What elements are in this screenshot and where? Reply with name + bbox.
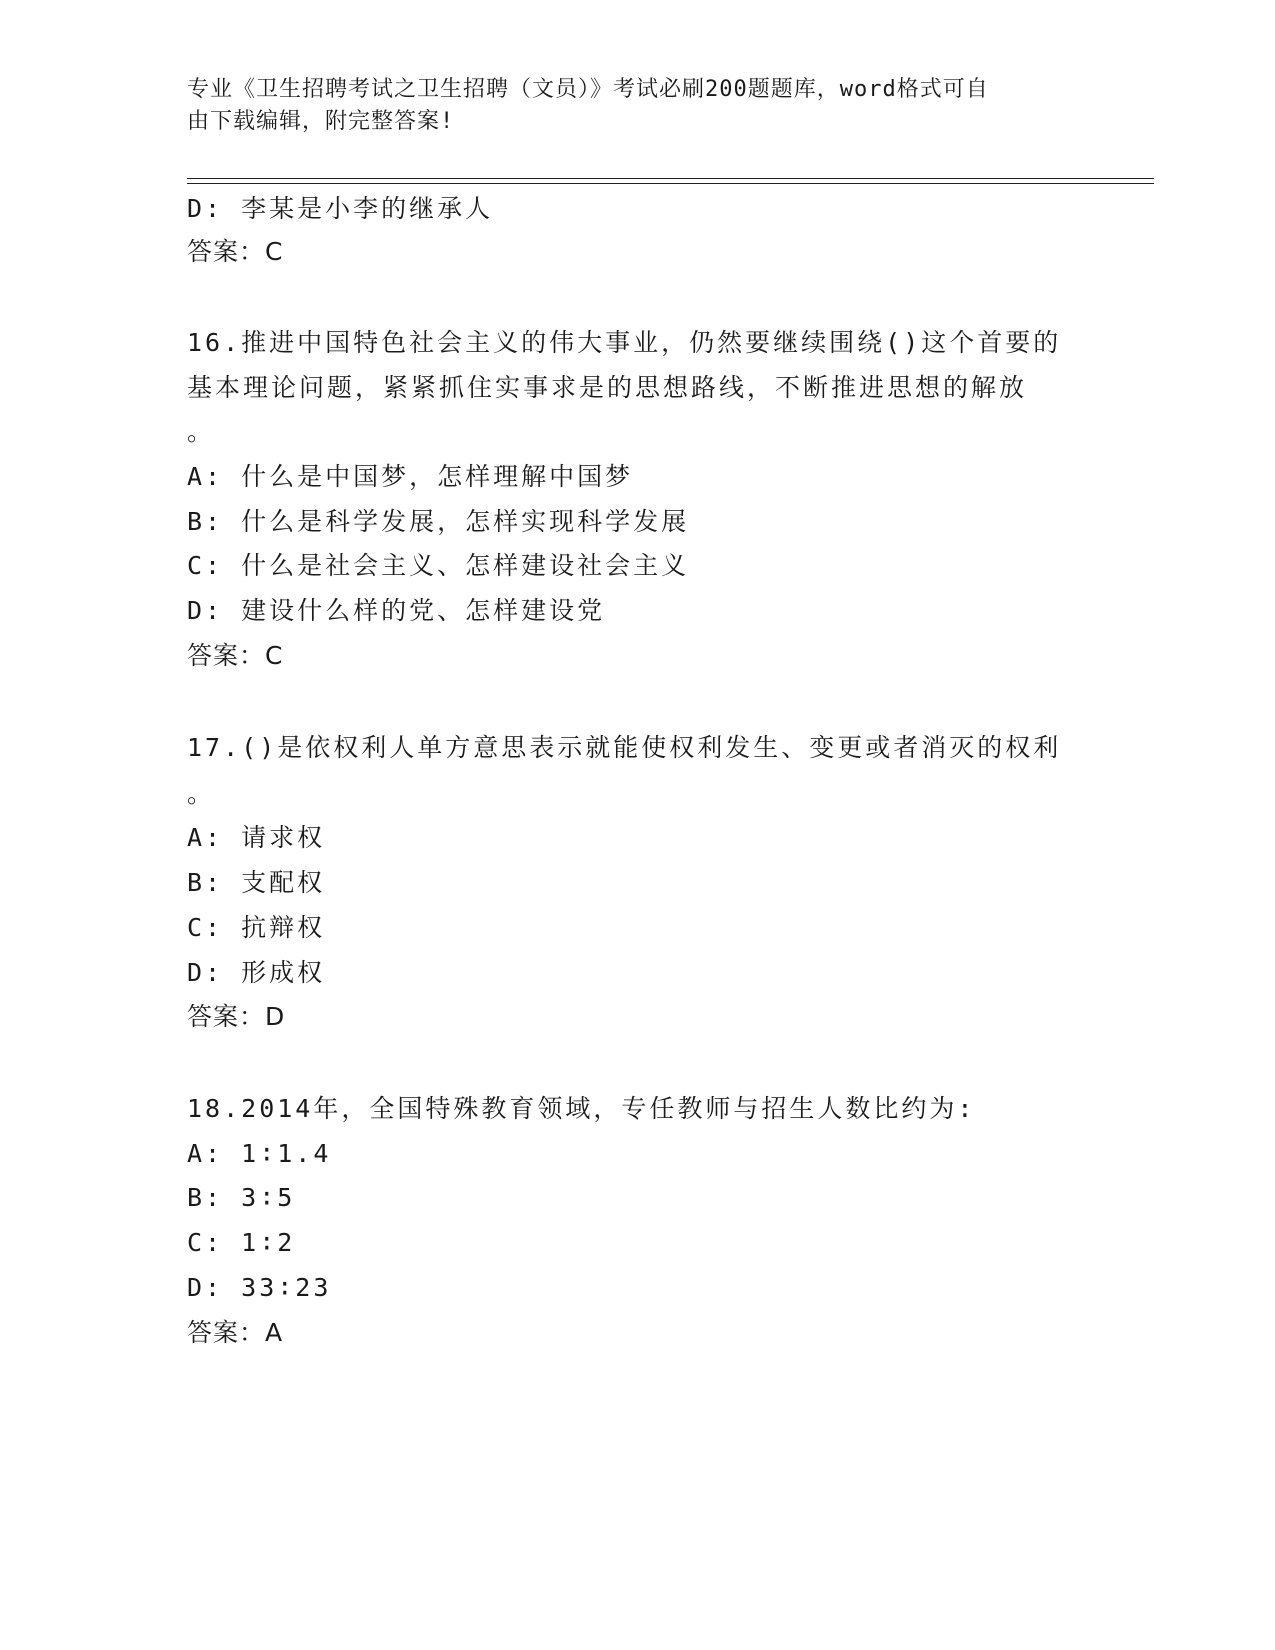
- header-line-1: 专业《卫生招聘考试之卫生招聘（文员）》考试必刷200题题库，word格式可自: [187, 77, 989, 102]
- q16-stem-line-3: 。: [187, 417, 216, 446]
- q15-option-d: D: 李某是小李的继承人: [187, 194, 494, 223]
- q15-answer: 答案：C: [187, 237, 284, 266]
- document-header: [187, 74, 1067, 138]
- q16-option-a: A: 什么是中国梦，怎样理解中国梦: [187, 462, 634, 491]
- q16-stem-line-1: 16.推进中国特色社会主义的伟大事业，仍然要继续围绕()这个首要的: [187, 328, 1062, 357]
- q18-option-c: C: 1∶2: [187, 1228, 296, 1257]
- q17-option-a: A: 请求权: [187, 823, 326, 852]
- q16-option-b: B: 什么是科学发展，怎样实现科学发展: [187, 507, 690, 536]
- q16-stem-line-2: 基本理论问题，紧紧抓住实事求是的思想路线，不断推进思想的解放: [187, 373, 1028, 402]
- header-line-2: 由下载编辑，附完整答案!: [187, 109, 455, 134]
- q17-option-b: B: 支配权: [187, 868, 326, 897]
- q18-stem-line-1: 18.2014年，全国特殊教育领域，专任教师与招生人数比约为:: [187, 1094, 976, 1123]
- q16-answer: 答案：C: [187, 641, 284, 670]
- q16-option-c: C: 什么是社会主义、怎样建设社会主义: [187, 551, 690, 580]
- q18-option-b: B: 3∶5: [187, 1183, 296, 1212]
- header-divider-top: [187, 178, 1154, 179]
- q17-stem-line-2: 。: [187, 779, 216, 808]
- q18-answer: 答案：A: [187, 1318, 284, 1347]
- header-divider-bottom: [187, 183, 1154, 184]
- q17-stem-line-1: 17.()是依权利人单方意思表示就能使权利发生、变更或者消灭的权利: [187, 733, 1062, 762]
- q16-option-d: D: 建设什么样的党、怎样建设党: [187, 596, 606, 625]
- q17-answer: 答案：D: [187, 1002, 286, 1031]
- q17-option-c: C: 抗辩权: [187, 913, 326, 942]
- q18-option-d: D: 33∶23: [187, 1273, 332, 1302]
- q18-option-a: A: 1∶1.4: [187, 1139, 332, 1168]
- q17-option-d: D: 形成权: [187, 958, 326, 987]
